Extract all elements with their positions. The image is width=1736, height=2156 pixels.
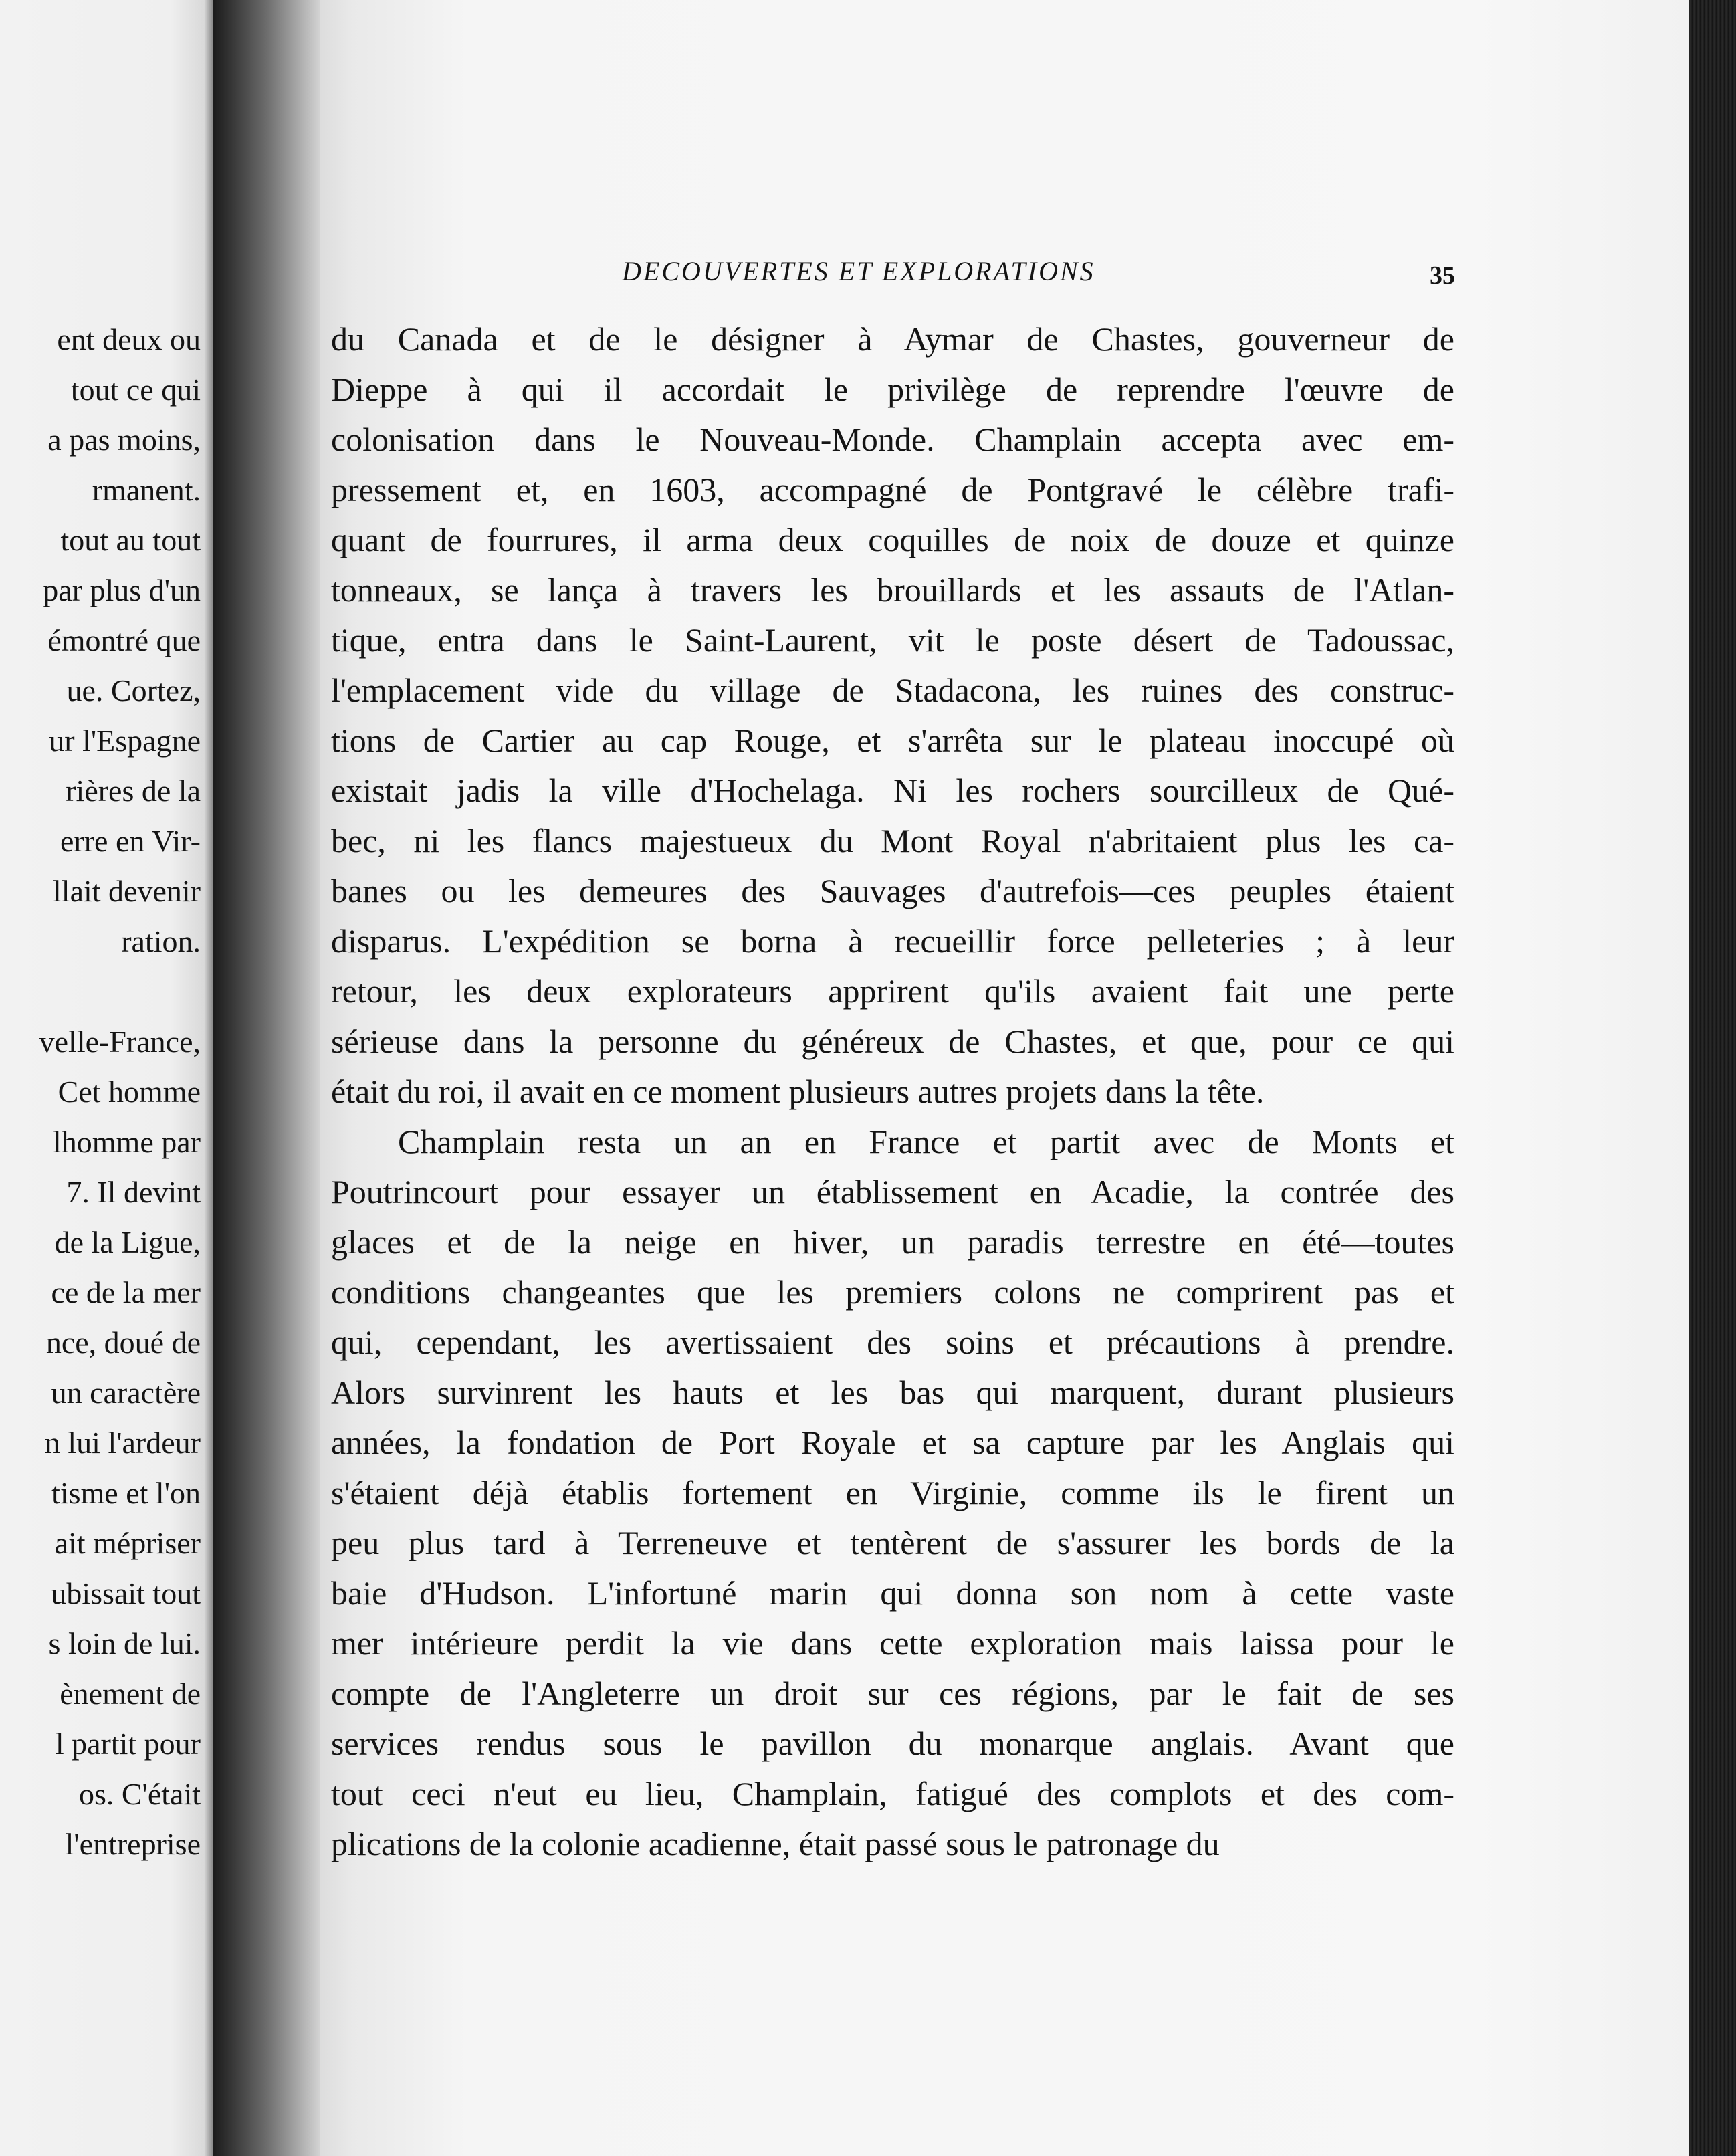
- text-line: l partit pour: [55, 1727, 201, 1761]
- text-line: ait mépriser: [54, 1526, 201, 1560]
- text-line: par plus d'un: [43, 573, 201, 607]
- text-line: ur l'Espagne: [49, 724, 201, 758]
- text-line: qui, cependant, les avertissaient des soins et précautions à prendre.: [331, 1323, 1454, 1361]
- running-head: DECOUVERTES ET EXPLORATIONS: [622, 256, 1095, 286]
- text-line: quant de fourrures, il arma deux coquilles de noix de douze et quinze: [331, 521, 1454, 558]
- body-text: [331, 314, 1454, 1869]
- text-line: du Canada et de le désigner à Aymar de Chastes, gouverneur de: [331, 320, 1454, 358]
- text-line: s loin de lui.: [48, 1626, 201, 1660]
- blank-line: [0, 966, 201, 1016]
- text-line: sérieuse dans la personne du généreux de Chastes, et que, pour ce qui: [331, 1022, 1454, 1060]
- text-line: n lui l'ardeur: [44, 1426, 201, 1460]
- text-line: banes ou les demeures des Sauvages d'autrefois—ces peuples étaient: [331, 872, 1454, 909]
- text-line: ènement de: [60, 1677, 201, 1711]
- text-line: os. C'était: [78, 1777, 201, 1811]
- text-line: nce, doué de: [45, 1325, 201, 1360]
- text-line: ent deux ou: [57, 322, 201, 356]
- text-line: tout au tout: [60, 523, 201, 557]
- text-line: rières de la: [66, 774, 201, 808]
- left-page: [0, 0, 213, 2156]
- text-line: pressement et, en 1603, accompagné de Pontgravé le célèbre trafi-: [331, 471, 1454, 508]
- text-line: années, la fondation de Port Royale et sa capture par les Anglais qui: [331, 1424, 1454, 1461]
- text-line: llait devenir: [53, 874, 201, 908]
- text-line: glaces et de la neige en hiver, un paradis terrestre en été—toutes: [331, 1223, 1454, 1261]
- text-line: tonneaux, se lança à travers les brouillards et les assauts de l'Atlan-: [331, 571, 1454, 609]
- text-line: plications de la colonie acadienne, était passé sous le patronage du: [331, 1825, 1220, 1862]
- text-line: colonisation dans le Nouveau-Monde. Champlain accepta avec em-: [331, 421, 1454, 458]
- text-line: rmanent.: [92, 473, 201, 507]
- text-line: peu plus tard à Terreneuve et tentèrent de s'assurer les bords de la: [331, 1524, 1454, 1561]
- text-line: Poutrincourt pour essayer un établissement en Acadie, la contrée des: [331, 1173, 1454, 1210]
- paragraph-start-line: Champlain resta un an en France et partit avec de Monts et: [398, 1123, 1454, 1160]
- text-line: tique, entra dans le Saint-Laurent, vit le poste désert de Tadoussac,: [331, 621, 1454, 659]
- text-line: a pas moins,: [47, 423, 201, 457]
- text-line: tout ceci n'eut eu lieu, Champlain, fatigué des complots et des com-: [331, 1775, 1454, 1812]
- text-line: compte de l'Angleterre un droit sur ces régions, par le fait de ses: [331, 1675, 1454, 1712]
- text-line: lhomme par: [53, 1125, 201, 1159]
- text-line: 7. Il devint: [66, 1175, 201, 1209]
- text-line: velle-France,: [39, 1025, 201, 1059]
- text-line: de la Ligue,: [54, 1225, 201, 1259]
- page-edge: [1689, 0, 1736, 2156]
- text-line: existait jadis la ville d'Hochelaga. Ni les rochers sourcilleux de Qué-: [331, 772, 1454, 809]
- paragraph-end-line: était du roi, il avait en ce moment plusieurs autres projets dans la tête.: [331, 1073, 1265, 1110]
- text-line: Cet homme: [58, 1075, 201, 1109]
- text-line: ubissait tout: [51, 1576, 201, 1610]
- page-number: 35: [1430, 261, 1455, 290]
- binding-gutter: [213, 0, 320, 2156]
- text-line: retour, les deux explorateurs apprirent qu'ils avaient fait une perte: [331, 972, 1454, 1010]
- left-page-text: [0, 314, 201, 1869]
- text-line: erre en Vir-: [60, 824, 201, 858]
- text-line: services rendus sous le pavillon du monarque anglais. Avant que: [331, 1725, 1454, 1762]
- text-line: tisme et l'on: [51, 1476, 201, 1510]
- text-line: ue. Cortez,: [66, 673, 201, 708]
- text-line: mer intérieure perdit la vie dans cette exploration mais laissa pour le: [331, 1624, 1454, 1662]
- text-line: un caractère: [51, 1376, 201, 1410]
- text-line: tions de Cartier au cap Rouge, et s'arrêta sur le plateau inoccupé où: [331, 722, 1454, 759]
- text-line: émontré que: [47, 623, 201, 657]
- text-line: disparus. L'expédition se borna à recueillir force pelleteries ; à leur: [331, 922, 1454, 960]
- text-line: s'étaient déjà établis fortement en Virginie, comme ils le firent un: [331, 1474, 1454, 1511]
- text-line: Dieppe à qui il accordait le privilège de reprendre l'œuvre de: [331, 370, 1454, 408]
- text-line: baie d'Hudson. L'infortuné marin qui donna son nom à cette vaste: [331, 1574, 1454, 1612]
- text-line: ce de la mer: [51, 1275, 201, 1309]
- text-line: ration.: [121, 924, 201, 958]
- text-line: tout ce qui: [70, 372, 201, 407]
- text-line: bec, ni les flancs majestueux du Mont Royal n'abritaient plus les ca-: [331, 822, 1454, 859]
- text-line: l'entreprise: [65, 1827, 201, 1861]
- text-line: Alors survinrent les hauts et les bas qui marquent, durant plusieurs: [331, 1374, 1454, 1411]
- text-line: l'emplacement vide du village de Stadacona, les ruines des construc-: [331, 671, 1454, 709]
- text-line: conditions changeantes que les premiers colons ne comprirent pas et: [331, 1273, 1454, 1311]
